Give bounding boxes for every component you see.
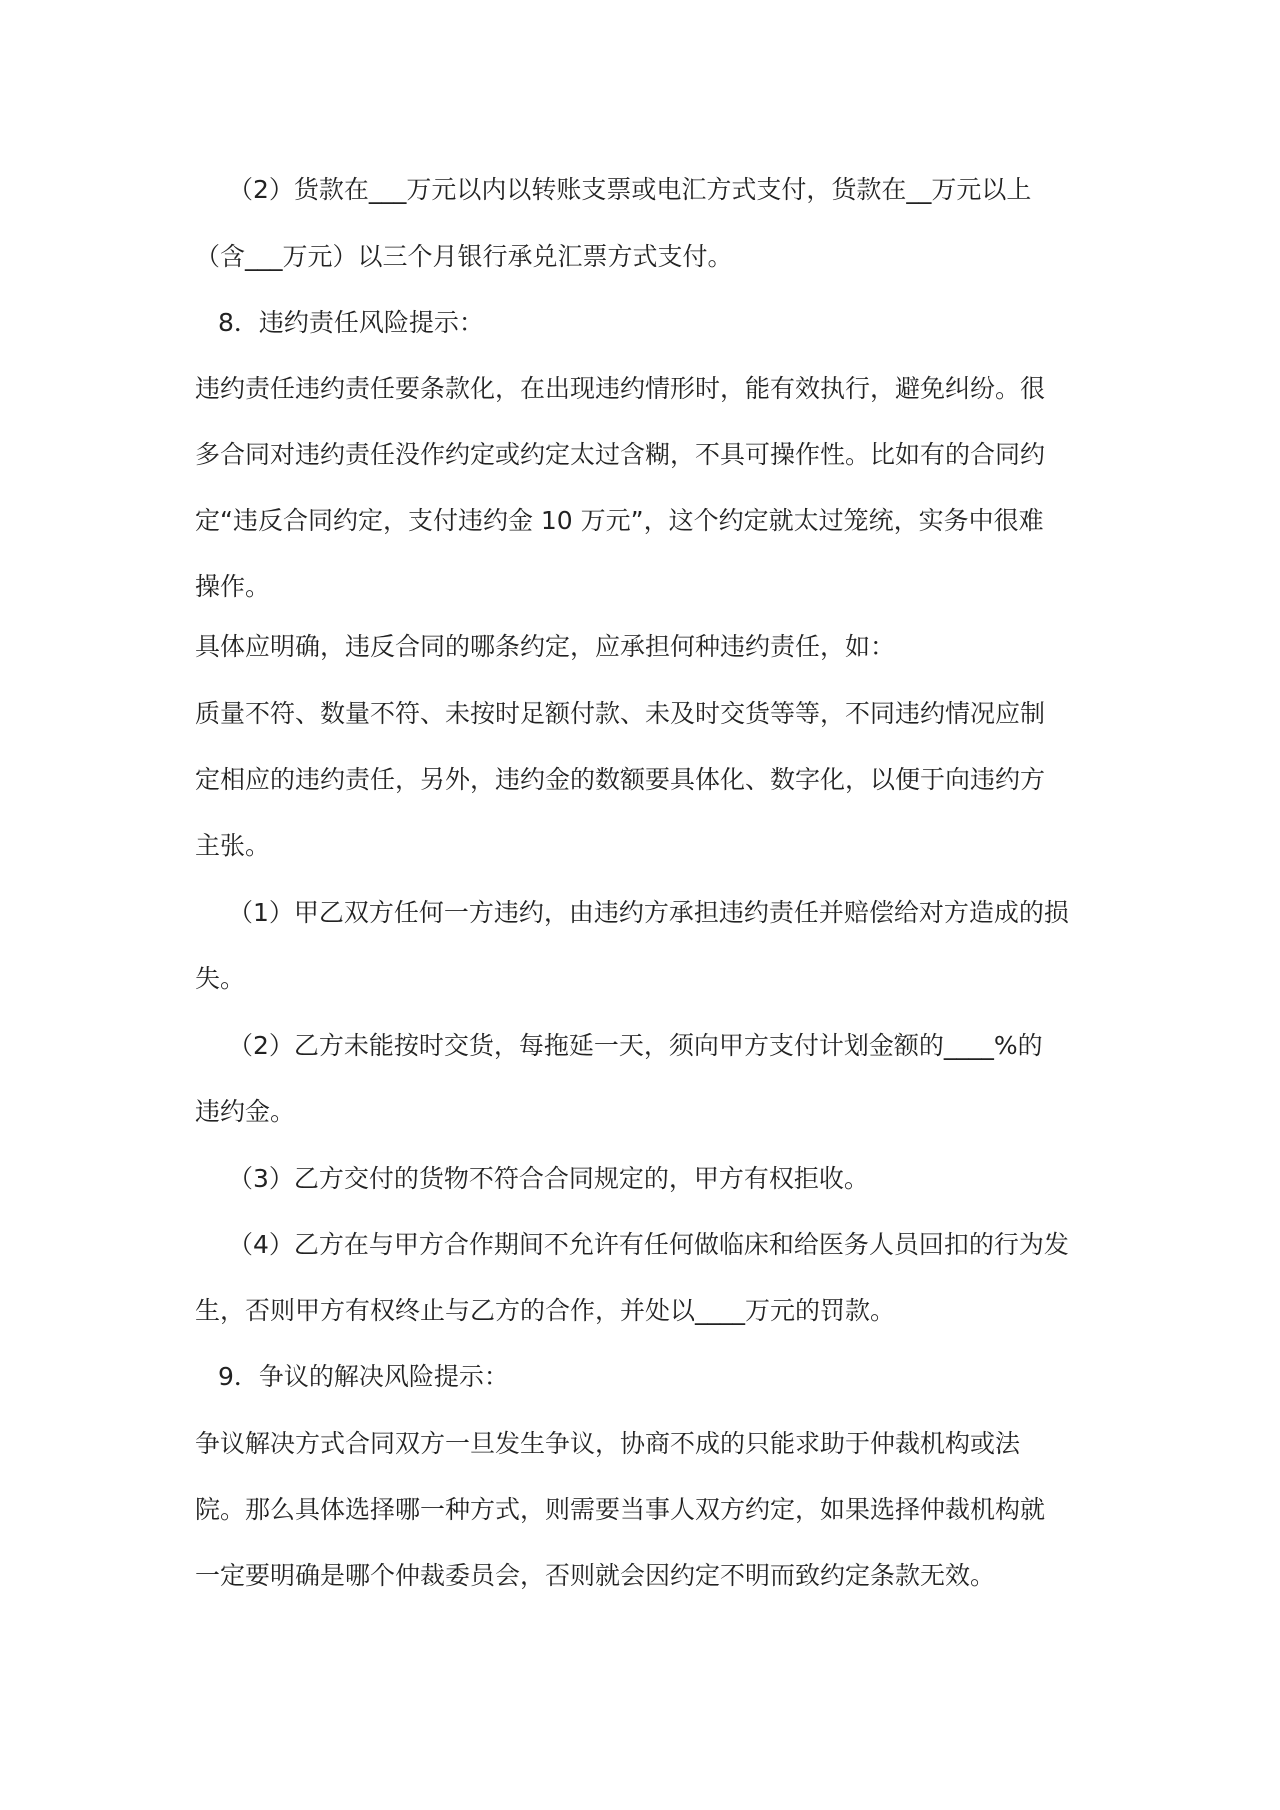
payment-item-2-line-1: （2）货款在___万元以内以转账支票或电汇方式支付，货款在__万元以上 xyxy=(228,175,1032,204)
payment-item-2-line-2: （含___万元）以三个月银行承兑汇票方式支付。 xyxy=(195,242,733,271)
section-9-heading: 9．争议的解决风险提示： xyxy=(218,1362,509,1391)
section-8-para-1-line-4: 操作。 xyxy=(195,572,271,601)
breach-item-4-line-1: （4）乙方在与甲方合作期间不允许有任何做临床和给医务人员回扣的行为发 xyxy=(228,1230,1069,1259)
section-8-para-1-line-3: 定“违反合同约定，支付违约金 10 万元”，这个约定就太过笼统，实务中很难 xyxy=(195,506,1044,535)
breach-item-1-line-1: （1）甲乙双方任何一方违约，由违约方承担违约责任并赔偿给对方造成的损 xyxy=(228,898,1069,927)
section-8-para-3-line-3: 主张。 xyxy=(195,831,271,860)
breach-item-4-line-2: 生，否则甲方有权终止与乙方的合作，并处以____万元的罚款。 xyxy=(195,1296,896,1325)
section-8-heading: 8．违约责任风险提示： xyxy=(218,308,484,337)
section-9-para-1-line-3: 一定要明确是哪个仲裁委员会，否则就会因约定不明而致约定条款无效。 xyxy=(195,1561,996,1590)
breach-item-3: （3）乙方交付的货物不符合合同规定的，甲方有权拒收。 xyxy=(228,1164,869,1193)
section-8-para-1-line-1: 违约责任违约责任要条款化，在出现违约情形时，能有效执行，避免纠纷。很 xyxy=(195,374,1046,403)
section-8-para-3-line-1: 质量不符、数量不符、未按时足额付款、未及时交货等等，不同违约情况应制 xyxy=(195,699,1046,728)
section-9-para-1-line-2: 院。那么具体选择哪一种方式，则需要当事人双方约定，如果选择仲裁机构就 xyxy=(195,1495,1046,1524)
section-8-para-1-line-2: 多合同对违约责任没作约定或约定太过含糊，不具可操作性。比如有的合同约 xyxy=(195,440,1046,469)
section-9-para-1-line-1: 争议解决方式合同双方一旦发生争议，协商不成的只能求助于仲裁机构或法 xyxy=(195,1429,1021,1458)
breach-item-1-line-2: 失。 xyxy=(195,964,246,993)
breach-item-2-line-2: 违约金。 xyxy=(195,1097,296,1126)
section-8-para-2: 具体应明确，违反合同的哪条约定，应承担何种违约责任，如： xyxy=(195,632,896,661)
section-8-para-3-line-2: 定相应的违约责任，另外，违约金的数额要具体化、数字化，以便于向违约方 xyxy=(195,765,1046,794)
breach-item-2-line-1: （2）乙方未能按时交货，每拖延一天，须向甲方支付计划金额的____%的 xyxy=(228,1031,1043,1060)
